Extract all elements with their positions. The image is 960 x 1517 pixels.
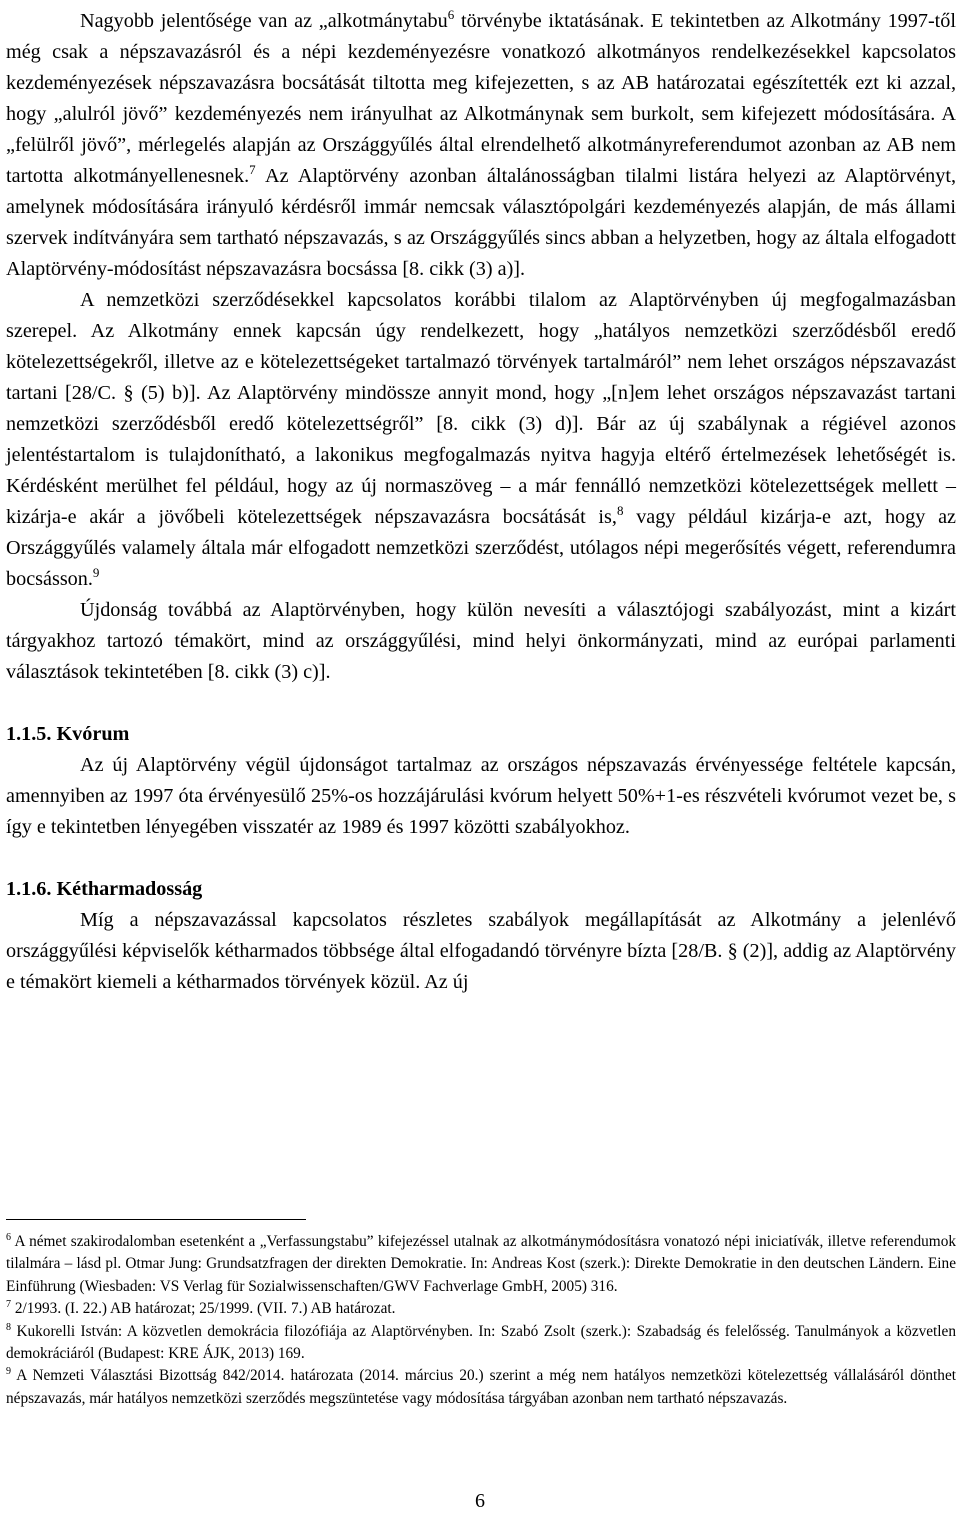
paragraph-text: A nemzetközi szerződésekkel kapcsolatos korábbi tilalom az Alaptörvényben új megfogalmazásban szerepel. Az Alkotmány ennek kapcsán úgy rendelkezett, hogy „hatályos nemzetközi szerződésből eredő kötelezettségekről, illetve az e kötelezettségeket tartalmazó törvények tartalmáról” nem lehet országos népszavazást tartani [28/C. § (5) b)]. Az Alaptörvény mindössze annyit mond, hogy „[n]em lehet országos népszavazást tartani nemzetközi szerződésből eredő kötelezettségről” [8. cikk (3) d)]. Bár az új szabálynak a régiével azonos jelentéstartalom is tulajdonítható, a lakonikus megfogalmazás nyitva hagyja eltérő értelmezések lehetőségét is. Kérdésként merülhet fel például, hogy az új normaszöveg – a már fennálló nemzetközi kötelezettségek mellett – kizárja-e akár a jövőbeli kötelezettségek népszavazásra bocsátását is,: [6, 289, 956, 528]
footnote-number: 8: [6, 1321, 11, 1333]
footnote-ref-7: 7: [249, 162, 256, 177]
paragraph-text: Az Alaptörvény azonban általánosságban tilalmi listára helyezi az Alaptörvényt, amelynek módosítására irányuló kérdésről immár nemcsak választópolgári kezdeményezés alapján, de más állami szervek indítványára sem tartható népszavazás, s az Országgyűlés sincs abban a helyzetben, hogy az általa elfogadott Alaptörvény-módosítást népszavazásra bocsássa [8. cikk (3) a)].: [6, 165, 956, 280]
page-number: 6: [475, 1490, 485, 1512]
paragraph-text: törvénybe iktatásának. E tekintetben az Alkotmány 1997-től még csak a népszavazásról és a népi kezdeményezésre vonatkozó alkotmányos rendelkezésekkel kapcsolatos kezdeményezések népszavazásra bocsátását tiltotta meg kifejezetten, s az AB határozatai egészítették ezt ki azzal, hogy „alulról jövő” kezdeményezés nem irányulhat az Alkotmánynak sem burkolt, sem kifejezett módosítására. A „felülről jövő”, mérlegelés alapján az Országgyűlés által elrendelhető alkotmányreferendumot azonban az AB nem tartotta alkotmányellenesnek.: [6, 10, 956, 187]
footnote-ref-6: 6: [447, 7, 455, 22]
body-text: [6, 6, 956, 998]
footnote-text: 2/1993. (I. 22.) AB határozat; 25/1999. (VII. 7.) AB határozat.: [11, 1300, 396, 1318]
footnote-number: 7: [6, 1299, 11, 1311]
footnote-ref-8: 8: [616, 503, 624, 518]
footnote-text: Kukorelli István: A közvetlen demokrácia filozófiája az Alaptörvényben. In: Szabó Zsolt (szerk.): Szabadság és felelősség. Tanulmányok a közvetlen demokráciáról (Budapest: KRE ÁJK, 2013) 169.: [6, 1322, 956, 1363]
spacer: [6, 843, 956, 874]
footnote-7: [6, 1298, 956, 1320]
section-number: 1.1.6.: [6, 878, 52, 900]
footnote-8: [6, 1321, 956, 1366]
spacer: [6, 688, 956, 719]
footnote-separator: [6, 1219, 306, 1220]
paragraph-alkotmanytabu: [6, 6, 956, 285]
paragraph-valasztojog: Újdonság továbbá az Alaptörvényben, hogy külön nevesíti a választójogi szabályozást, mint a kizárt tárgyakhoz tartozó témakört, mind az országgyűlési, mind helyi önkormányzati, mind az európai parlamenti választások tekintetében [8. cikk (3) c)].: [6, 599, 956, 683]
paragraph-text: vagy például kizárja-e azt, hogy az Országgyűlés valamely általa már elfogadott nemzetközi szerződést, utólagos népi megerősítés végett, referendumra bocsásson.: [6, 506, 956, 590]
footnote-number: 9: [6, 1366, 11, 1378]
section-heading-kvorum: [6, 719, 956, 750]
section-heading-ketharmadossag: [6, 874, 956, 905]
footnotes: [6, 1231, 956, 1410]
footnote-number: 6: [6, 1232, 11, 1243]
section-title: Kétharmadosság: [56, 878, 203, 900]
section-title: Kvórum: [56, 723, 130, 745]
paragraph-ketharmadossag: Míg a népszavazással kapcsolatos részletes szabályok megállapítását az Alkotmány a jelenlévő országgyűlési képviselők kétharmados többsége által elfogadandó törvényre bízta [28/B. § (2)], addig az Alaptörvény e témakört kiemeli a kétharmados törvények közül. Az új: [6, 909, 956, 993]
footnote-ref-9: 9: [92, 565, 100, 580]
footnote-text: A német szakirodalomban esetenként a „Verfassungstabu” kifejezéssel utalnak az alkotmánymódosításra vonatozó népi iniciatívák, illetve referendumok tilalmára – lásd pl. Otmar Jung: Grundsatzfragen der direkten Demokratie. In: Andreas Kost (szerk.): Direkte Demokratie in den deutschen Ländern. Eine Einführung (Wiesbaden: VS Verlag für Sozialwissenschaften/GWV Fachverlage GmbH, 2005) 316.: [6, 1233, 956, 1295]
footnote-6: [6, 1231, 956, 1298]
footnote-text: A Nemzeti Választási Bizottság 842/2014. határozata (2014. március 20.) szerint a még nem hatályos nemzetközi kötelezettség vállalásáról dönthet népszavazás, már hatályos nemzetközi szerződés megszüntetése vagy módosítása tárgyában azonban nem tartható népszavazás.: [6, 1367, 956, 1407]
footnote-9: [6, 1365, 956, 1410]
section-number: 1.1.5.: [6, 723, 52, 745]
paragraph-nemzetkozi-szerzodesek: [6, 285, 956, 595]
paragraph-kvorum: Az új Alaptörvény végül újdonságot tartalmaz az országos népszavazás érvényessége feltétele kapcsán, amennyiben az 1997 óta érvényesülő 25%-os hozzájárulási kvórum helyett 50%+1-es részvételi kvórumot vezet be, s így e tekintetben lényegében visszatér az 1989 és 1997 közötti szabályokhoz.: [6, 754, 956, 838]
paragraph-text: Nagyobb jelentősége van az „alkotmánytabu: [80, 10, 448, 32]
